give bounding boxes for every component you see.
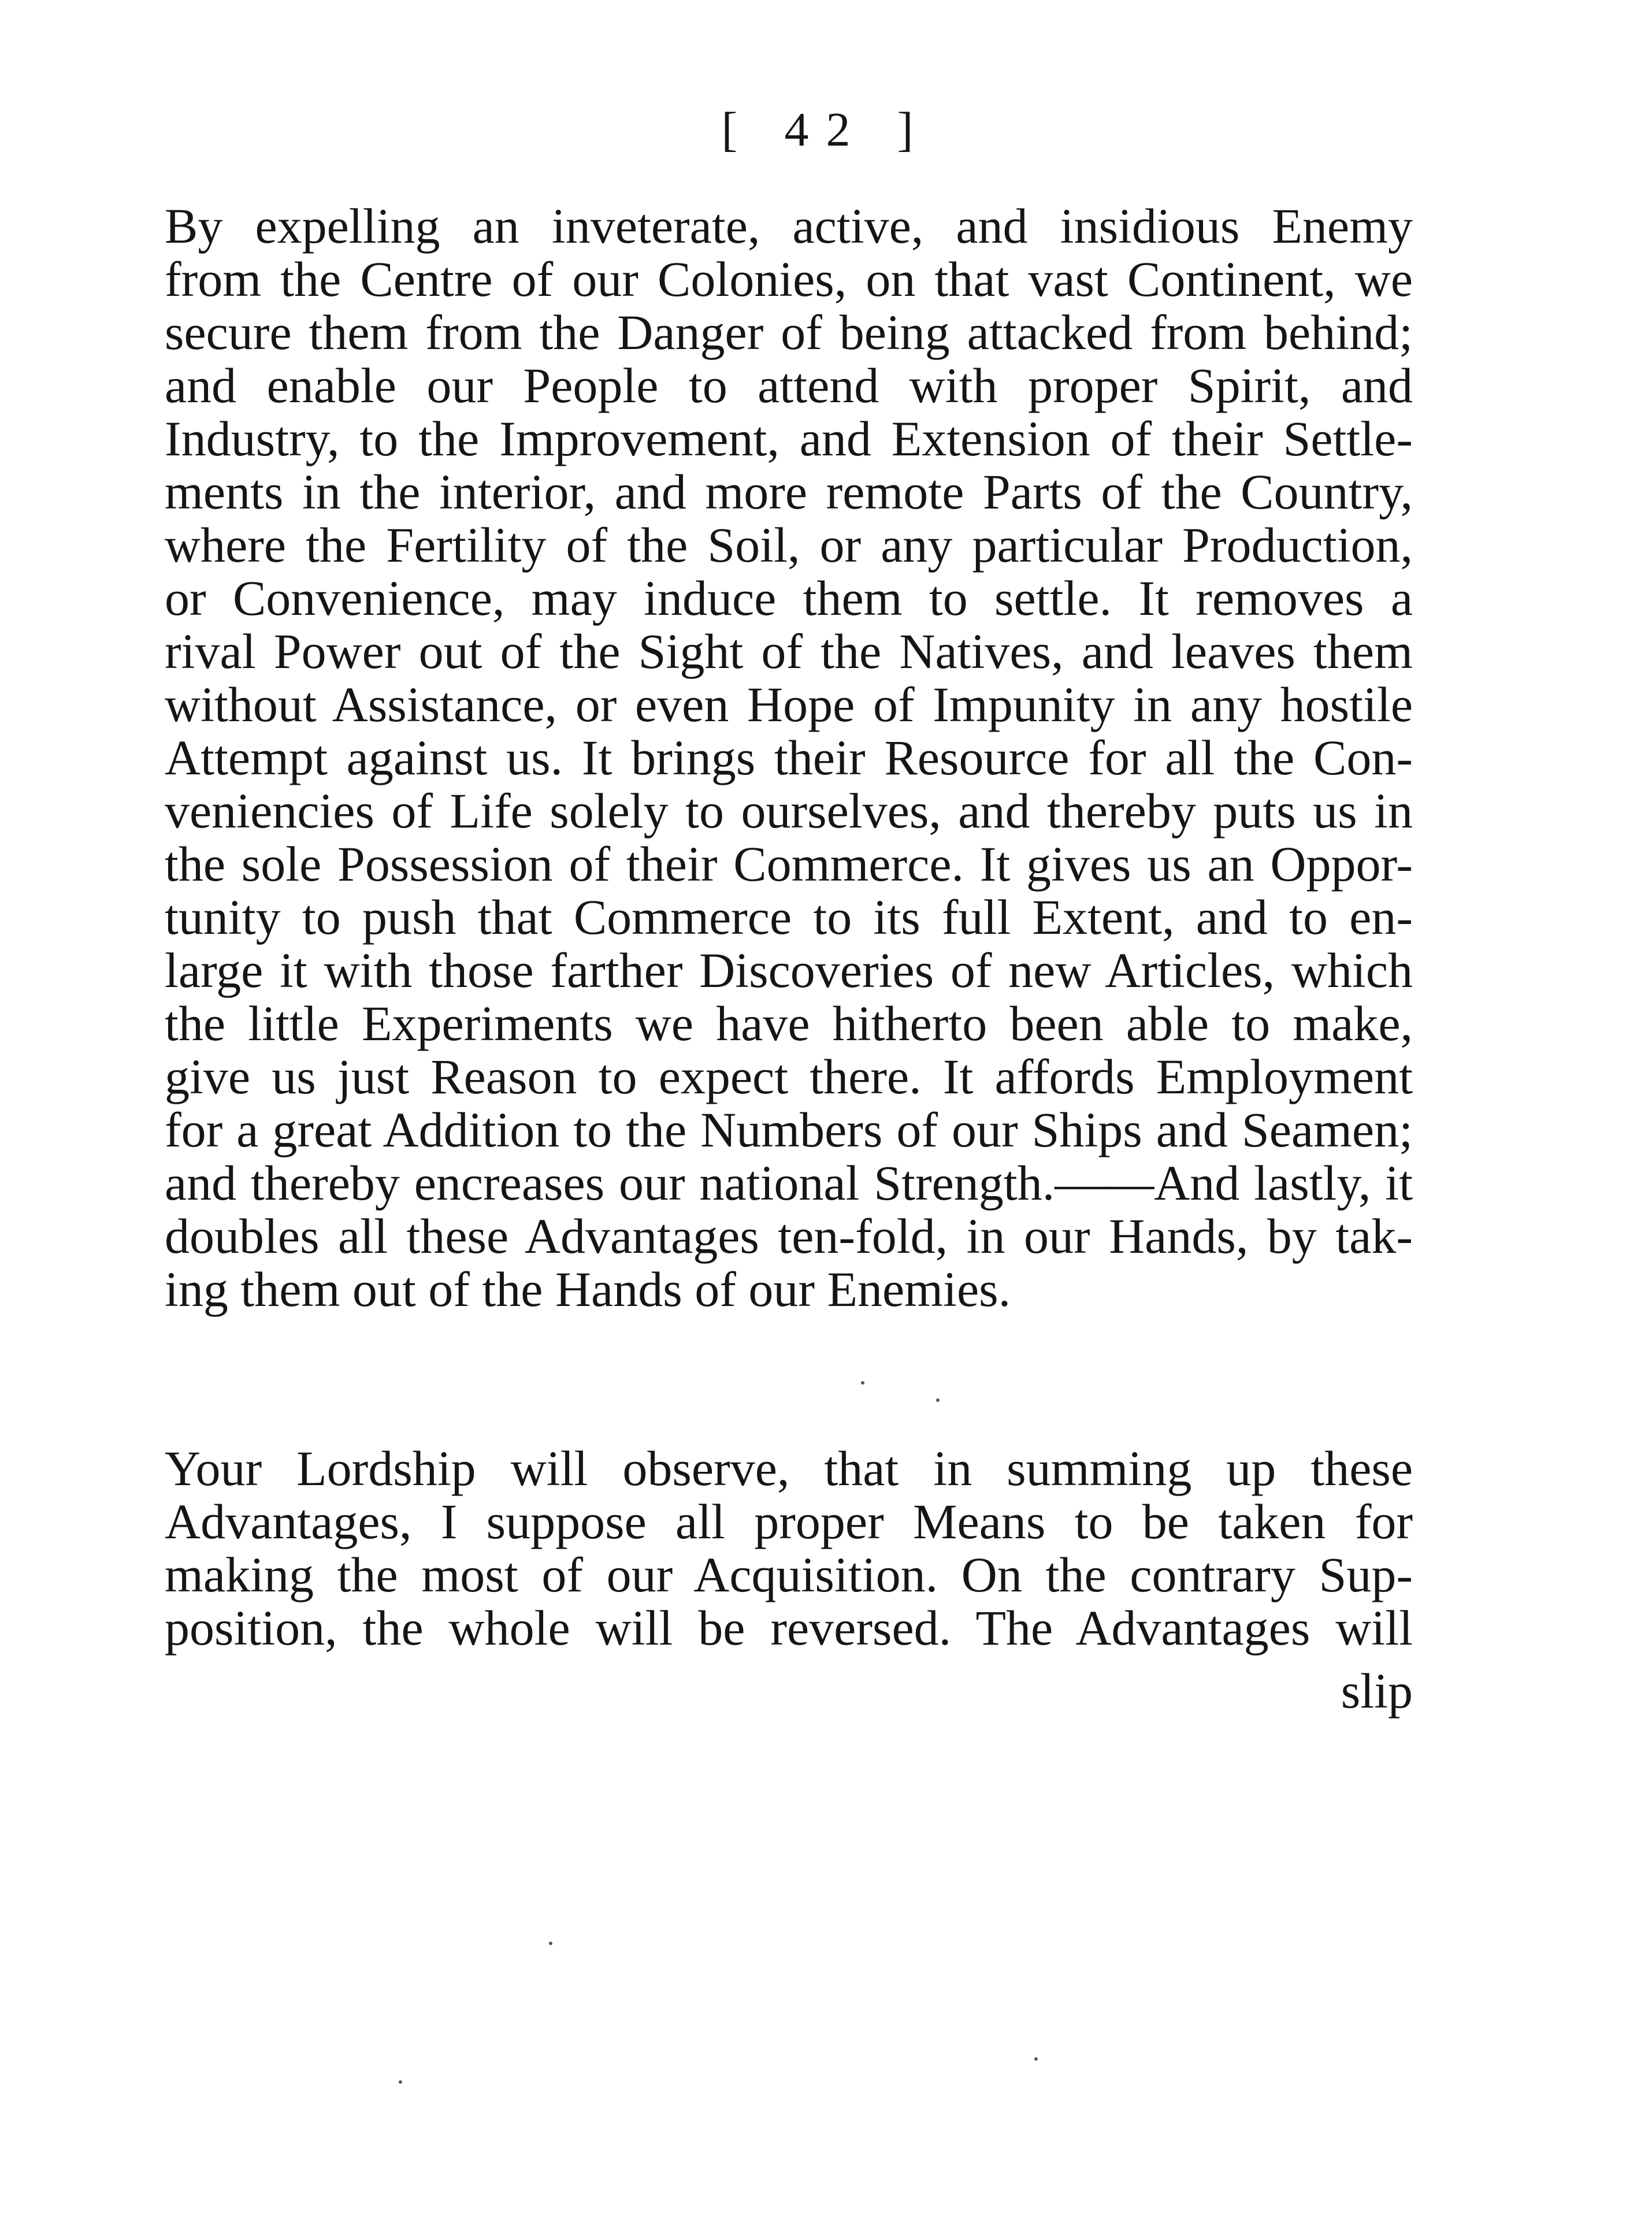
text-line: or Convenience, may induce them to settle. It removes a	[165, 570, 1413, 626]
text-line: give us just Reason to expect there. It affords Employment	[165, 1049, 1413, 1104]
text-line: for a great Addition to the Numbers of our Ships and Seamen;	[165, 1102, 1413, 1157]
text-line: tunity to push that Commerce to its full Extent, and to en-	[165, 889, 1413, 945]
text-line: the sole Possession of their Commerce. It gives us an Oppor-	[165, 836, 1413, 892]
paragraph-2	[165, 1442, 1413, 1654]
text-line: ments in the interior, and more remote Parts of the Country,	[165, 464, 1413, 520]
text-line: where the Fertility of the Soil, or any particular Production,	[165, 517, 1413, 573]
text-line: large it with those farther Discoveries of new Articles, which	[165, 942, 1413, 998]
text-line: Your Lordship will observe, that in summing up these	[165, 1441, 1413, 1496]
page-number: [ 42 ]	[721, 103, 931, 157]
text-line: By expelling an inveterate, active, and insidious Enemy	[165, 198, 1413, 254]
text-line: without Assistance, or even Hope of Impunity in any hostile	[165, 677, 1413, 732]
text-line: from the Centre of our Colonies, on that vast Continent, we	[165, 251, 1413, 307]
text-line: rival Power out of the Sight of the Natives, and leaves them	[165, 624, 1413, 679]
text-line: doubles all these Advantages ten-fold, in our Hands, by tak-	[165, 1208, 1413, 1264]
paragraph-1	[165, 199, 1413, 1316]
text-line: and enable our People to attend with proper Spirit, and	[165, 358, 1413, 413]
text-line: and thereby encreases our national Strength.——And lastly, it	[165, 1155, 1413, 1211]
text-line: the little Experiments we have hitherto been able to make,	[165, 996, 1413, 1051]
text-line: secure them from the Danger of being attacked from behind;	[165, 305, 1413, 360]
text-line: Attempt against us. It brings their Resource for all the Con-	[165, 730, 1413, 785]
ink-speck	[936, 1398, 940, 1402]
text-line: Advantages, I suppose all proper Means to be taken for	[165, 1494, 1413, 1549]
text-line: veniencies of Life solely to ourselves, and thereby puts us in	[165, 783, 1413, 838]
ink-speck	[861, 1381, 864, 1385]
text-line: position, the whole will be reversed. The Advantages will	[165, 1600, 1413, 1656]
ink-speck	[399, 2080, 402, 2084]
text-line: ing them out of the Hands of our Enemies.	[165, 1261, 1011, 1317]
ink-speck	[1034, 2057, 1038, 2061]
text-line: Industry, to the Improvement, and Extension of their Settle-	[165, 411, 1413, 466]
ink-speck	[549, 1942, 552, 1945]
text-line: making the most of our Acquisition. On the contrary Sup-	[165, 1547, 1413, 1602]
catchword: slip	[1341, 1663, 1413, 1719]
